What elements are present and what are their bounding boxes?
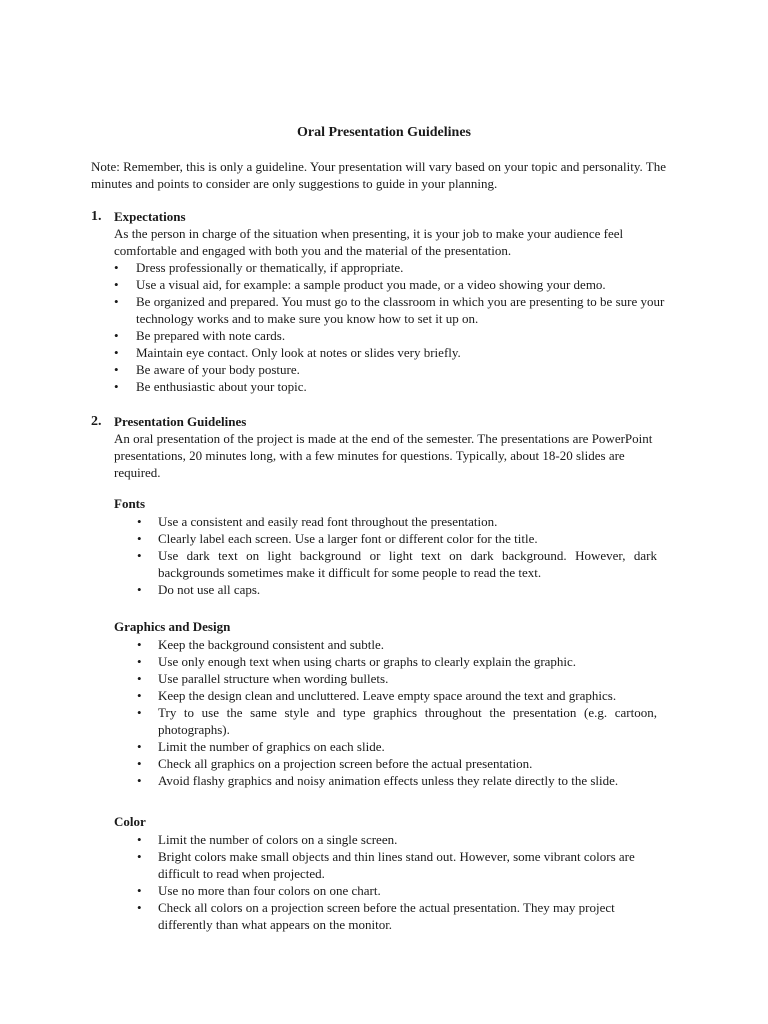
bullet-icon: • xyxy=(114,277,119,292)
bullet-icon: • xyxy=(137,548,142,563)
bullet-icon: • xyxy=(114,294,119,309)
list-item: • Clearly label each screen. Use a larger font or different color for the title. xyxy=(137,531,538,546)
list-item: • Check all graphics on a projection screen before the actual presentation. xyxy=(137,756,533,771)
list-item: • Use no more than four colors on one chart. xyxy=(137,883,381,898)
list-item: • Use only enough text when using charts or graphs to clearly explain the graphic. xyxy=(137,654,577,669)
bullet-icon: • xyxy=(114,328,119,343)
section-number: 1. xyxy=(91,209,102,224)
list-item: • Be enthusiastic about your topic. xyxy=(114,379,307,394)
list-item: • Use a consistent and easily read font throughout the presentation. xyxy=(137,514,498,529)
subsection-heading-color: Color xyxy=(114,814,146,829)
graphics-design-list xyxy=(137,636,657,789)
bullet-icon: • xyxy=(137,900,142,915)
bullet-icon: • xyxy=(114,362,119,377)
list-item: • Limit the number of graphics on each slide. xyxy=(137,739,385,754)
list-item: • Dress professionally or thematically, if appropriate. xyxy=(114,260,404,275)
bullet-icon: • xyxy=(137,514,142,529)
note-paragraph: Note: Remember, this is only a guideline. Your presentation will vary based on your topic and personality. The minutes and points to consider are only suggestions to guide in your planning. xyxy=(91,159,666,191)
bullet-icon: • xyxy=(137,582,142,597)
bullet-icon: • xyxy=(137,739,142,754)
list-item: • Check all colors on a projection screen before the actual presentation. They may project differently than what appears on the monitor. xyxy=(137,900,615,932)
list-item: • Maintain eye contact. Only look at notes or slides very briefly. xyxy=(114,345,461,360)
list-item: • Be aware of your body posture. xyxy=(114,362,300,377)
list-item: • Be organized and prepared. You must go to the classroom in which you are presenting to be sure your technology works and to make sure you know how to set it up on. xyxy=(114,294,665,326)
bullet-icon: • xyxy=(114,379,119,394)
bullet-icon: • xyxy=(137,832,142,847)
list-item: • Bright colors make small objects and thin lines stand out. However, some vibrant colors are difficult to read when projected. xyxy=(137,849,635,881)
list-item: • Keep the design clean and uncluttered. Leave empty space around the text and graphics. xyxy=(137,688,617,703)
section-intro: An oral presentation of the project is made at the end of the semester. The presentations are PowerPoint presentations, 20 minutes long, with a few minutes for questions. Typically, about 18-20 slides are required. xyxy=(114,431,653,480)
list-item: • Keep the background consistent and subtle. xyxy=(137,637,384,652)
section-intro: As the person in charge of the situation when presenting, it is your job to make your audience feel comfortable and engaged with both you and the material of the presentation. xyxy=(114,226,624,258)
bullet-icon: • xyxy=(137,637,142,652)
bullet-icon: • xyxy=(137,756,142,771)
bullet-icon: • xyxy=(137,654,142,669)
bullet-icon: • xyxy=(137,705,142,720)
list-item: • Do not use all caps. xyxy=(137,582,261,597)
bullet-icon: • xyxy=(137,688,142,703)
fonts-list xyxy=(137,513,657,598)
list-item: • Use parallel structure when wording bullets. xyxy=(137,671,389,686)
color-list xyxy=(137,831,657,933)
list-item: • Use a visual aid, for example: a sample product you made, or a video showing your demo. xyxy=(114,277,606,292)
list-item: • Avoid flashy graphics and noisy animation effects unless they relate directly to the slide. xyxy=(137,773,619,788)
document-title: Oral Presentation Guidelines xyxy=(297,125,471,140)
bullet-icon: • xyxy=(137,883,142,898)
bullet-icon: • xyxy=(114,345,119,360)
bullet-icon: • xyxy=(137,773,142,788)
list-item: • Try to use the same style and type graphics throughout the presentation (e.g. cartoon, photographs). xyxy=(137,705,657,737)
bullet-icon: • xyxy=(137,671,142,686)
bullet-icon: • xyxy=(137,531,142,546)
subsection-heading-fonts: Fonts xyxy=(114,496,146,511)
subsection-heading-graphics-and-design: Graphics and Design xyxy=(114,619,231,634)
section-heading-expectations: Expectations xyxy=(114,209,186,224)
section-heading-presentation-guidelines: Presentation Guidelines xyxy=(114,414,247,429)
expectations-list xyxy=(114,259,674,395)
list-item: • Use dark text on light background or light text on dark background. However, dark backgrounds sometimes make it difficult for some people to read the text. xyxy=(137,548,657,580)
list-item: • Limit the number of colors on a single screen. xyxy=(137,832,398,847)
list-item: • Be prepared with note cards. xyxy=(114,328,286,343)
bullet-icon: • xyxy=(137,849,142,864)
section-number: 2. xyxy=(91,414,102,429)
bullet-icon: • xyxy=(114,260,119,275)
